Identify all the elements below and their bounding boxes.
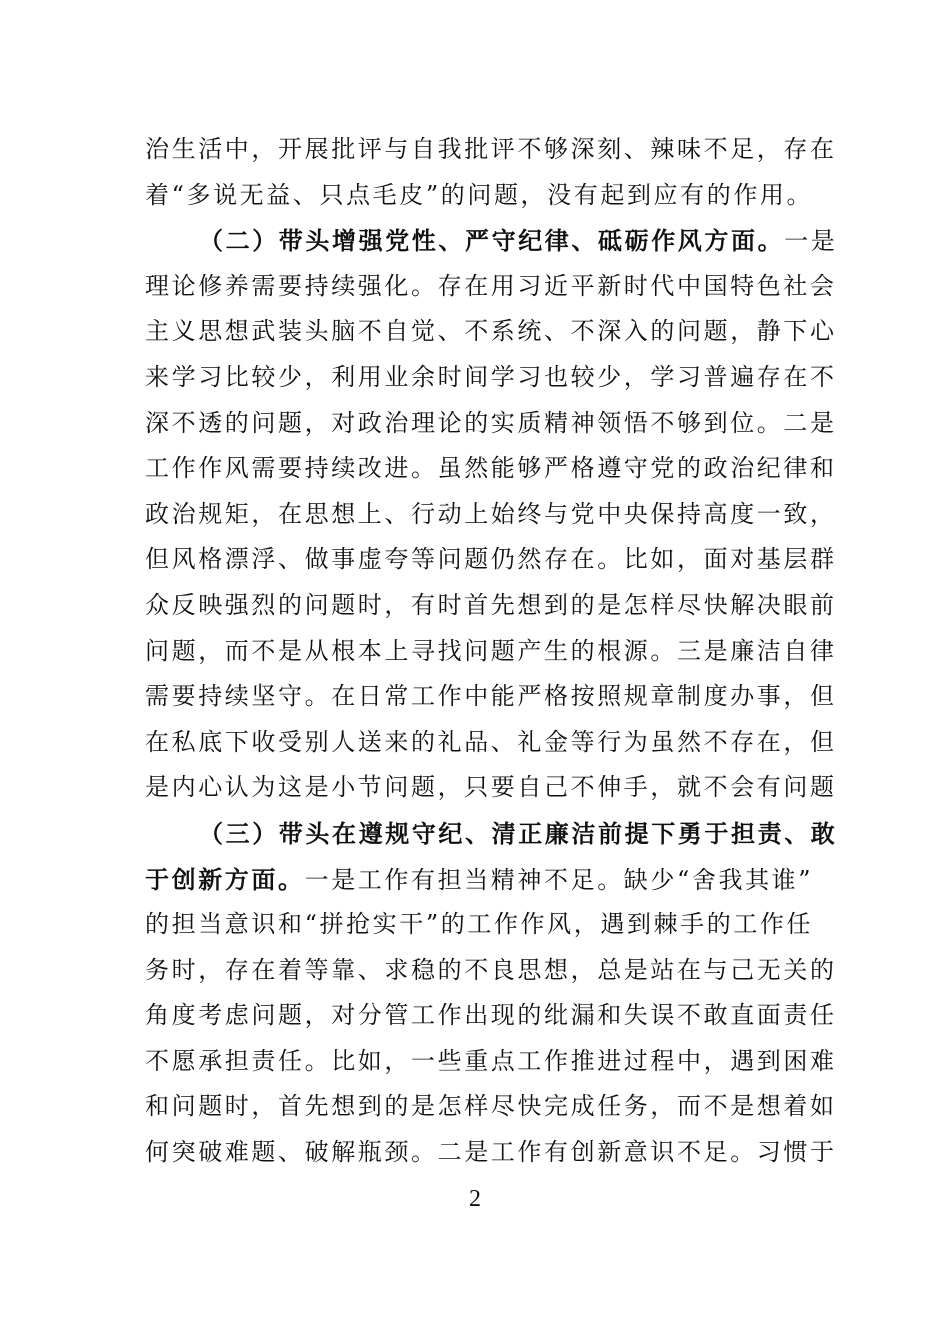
text-line <box>145 902 814 948</box>
body-text-segment: 需要持续坚守。在日常工作中能严格按照规章制度办事，但 <box>145 682 837 711</box>
text-line <box>145 355 837 401</box>
text-line <box>145 173 814 219</box>
body-text-segment: 来学习比较少，利用业余时间学习也较少，学习普遍存在不 <box>145 362 837 391</box>
text-line <box>145 993 837 1039</box>
text-line <box>145 948 837 994</box>
section-heading-text: （二）带头增强党性、严守纪律、砥砺作风方面。 <box>199 226 785 256</box>
text-line <box>145 309 837 355</box>
body-text-segment: 和问题时，首先想到的是怎样尽快完成任务，而不是想着如 <box>145 1092 837 1121</box>
body-text-segment: 治生活中，开展批评与自我批评不够深刻、辣味不足，存在 <box>145 135 837 163</box>
text-line <box>145 720 837 766</box>
page-number: 2 <box>469 1186 481 1212</box>
text-line <box>145 127 837 173</box>
body-text-segment: 着“多说无益、只点毛皮”的问题，没有起到应有的作用。 <box>145 180 814 209</box>
body-text-segment: 何突破难题、破解瓶颈。二是工作有创新意识不足。习惯于 <box>145 1138 837 1167</box>
text-line <box>145 446 837 492</box>
body-text-segment: 众反映强烈的问题时，有时首先想到的是怎样尽快解决眼前 <box>145 590 837 619</box>
body-text-segment: 深不透的问题，对政治理论的实质精神领悟不够到位。二是 <box>145 408 837 437</box>
section-heading-text: 于创新方面。 <box>145 864 305 894</box>
body-text-segment: 一是工作有担当精神不足。缺少“舍我其谁” <box>304 865 814 894</box>
text-line <box>145 857 814 903</box>
body-text-segment: 但风格漂浮、做事虚夸等问题仍然存在。比如，面对基层群 <box>145 545 837 574</box>
text-line <box>145 765 837 811</box>
body-text-segment: 在私底下收受别人送来的礼品、礼金等行为虽然不存在，但 <box>145 727 837 756</box>
section-heading-text: （三）带头在遵规守纪、清正廉洁前提下勇于担责、敢 <box>199 818 838 848</box>
text-line <box>145 583 837 629</box>
body-text-segment: 理论修养需要持续强化。存在用习近平新时代中国特色社会 <box>145 271 837 300</box>
body-text <box>145 127 838 1176</box>
body-text-segment: 一是 <box>784 227 838 256</box>
text-line <box>145 1130 837 1176</box>
text-line <box>145 218 838 264</box>
text-line <box>145 264 837 310</box>
text-line <box>145 674 837 720</box>
body-text-segment: 不愿承担责任。比如，一些重点工作推进过程中，遇到困难 <box>145 1046 837 1075</box>
text-line <box>145 629 837 675</box>
text-line <box>145 1039 837 1085</box>
text-line <box>145 492 837 538</box>
body-text-segment: 是内心认为这是小节问题，只要自己不伸手，就不会有问题 <box>145 773 837 802</box>
text-line <box>145 811 838 857</box>
body-text-segment: 问题，而不是从根本上寻找问题产生的根源。三是廉洁自律 <box>145 636 837 665</box>
body-text-segment: 的担当意识和“拼抢实干”的工作作风，遇到棘手的工作任 <box>145 910 814 939</box>
body-text-segment: 主义思想武装头脑不自觉、不系统、不深入的问题，静下心 <box>145 317 837 346</box>
body-text-segment: 务时，存在着等靠、求稳的不良思想，总是站在与己无关的 <box>145 955 837 984</box>
text-line <box>145 1084 837 1130</box>
body-text-segment: 政治规矩，在思想上、行动上始终与党中央保持高度一致， <box>145 499 837 528</box>
text-line <box>145 401 837 447</box>
body-text-segment: 角度考虑问题，对分管工作出现的纰漏和失误不敢直面责任 <box>145 1001 837 1030</box>
body-text-segment: 工作作风需要持续改进。虽然能够严格遵守党的政治纪律和 <box>145 454 837 483</box>
text-line <box>145 537 837 583</box>
